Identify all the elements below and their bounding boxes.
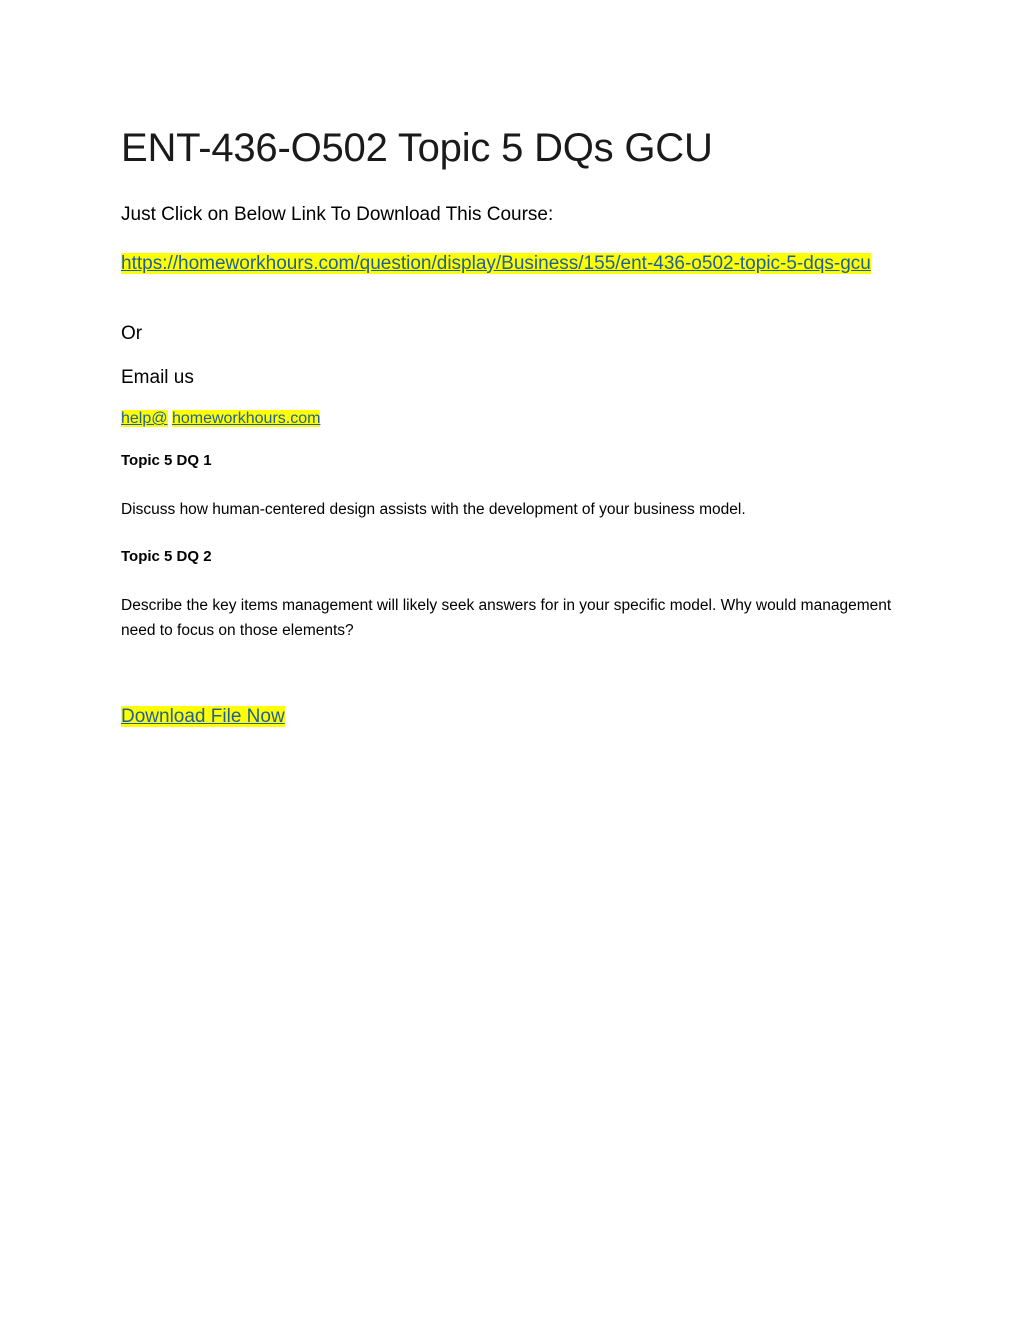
intro-text: Just Click on Below Link To Download This Course:: [121, 204, 554, 225]
dq2-heading: Topic 5 DQ 2: [121, 548, 212, 565]
dq2-text: Describe the key items management will likely seek answers for in your specific model. Why would management need to focus on those elements?: [121, 597, 892, 639]
course-download-link[interactable]: https://homeworkhours.com/question/display/Business/155/ent-436-o502-topic-5-dqs-gcu: [121, 253, 871, 274]
email-link-part1[interactable]: help@: [121, 410, 168, 427]
dq1-text: Discuss how human-centered design assists with the development of your business model.: [121, 501, 746, 518]
or-text: Or: [121, 323, 143, 344]
download-block: [121, 706, 285, 728]
email-address: [121, 410, 320, 428]
download-file-link[interactable]: Download File Now: [121, 706, 285, 727]
email-label: Email us: [121, 367, 194, 388]
email-link-part2[interactable]: homeworkhours.com: [171, 410, 321, 427]
course-link-block: [121, 246, 911, 282]
dq1-heading: Topic 5 DQ 1: [121, 452, 212, 469]
page-title: ENT-436-O502 Topic 5 DQs GCU: [121, 126, 713, 170]
